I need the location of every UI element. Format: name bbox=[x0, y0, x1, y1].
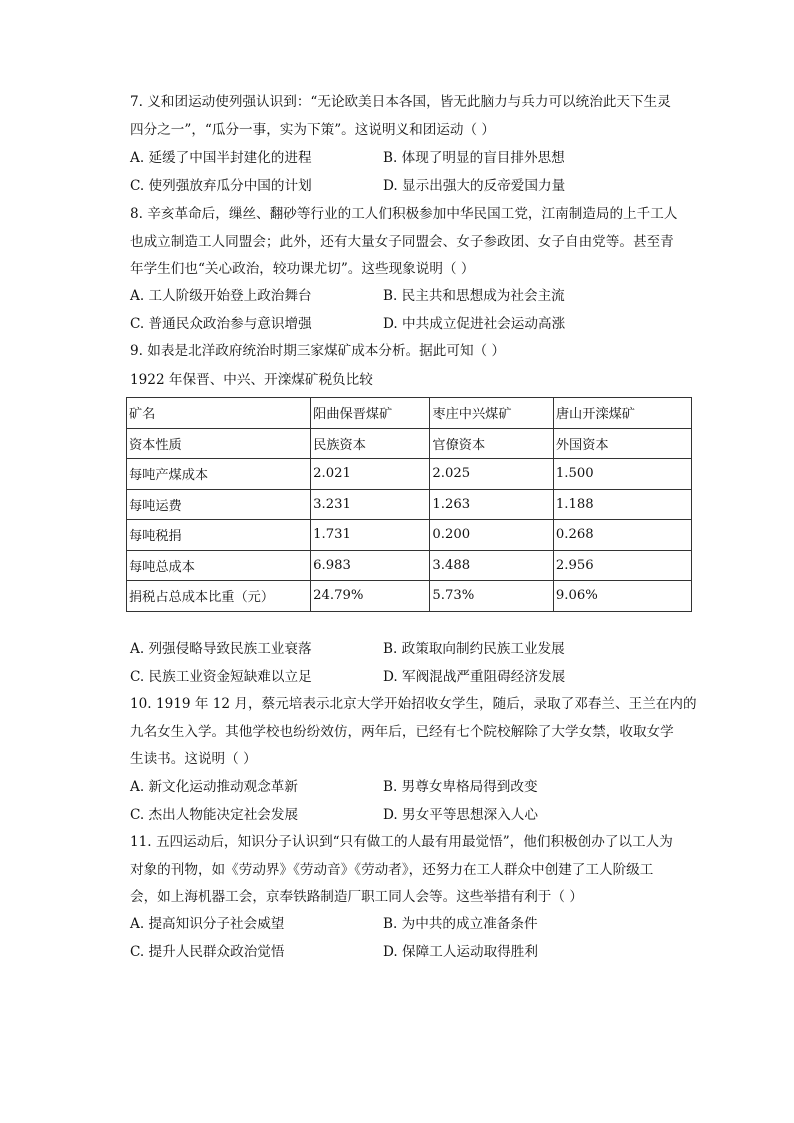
question-7 bbox=[130, 89, 696, 144]
table-cell: 24.79% bbox=[311, 581, 430, 612]
table-cell: 枣庄中兴煤矿 bbox=[430, 398, 553, 429]
question-8-line-3: 年学生们也“关心政治，较功课尤切”。这些现象说明（ ） bbox=[130, 261, 475, 277]
question-10-line-1: 10. 1919 年 12 月，蔡元培表示北京大学开始招收女学生，随后，录取了邓春兰、王兰在内的 bbox=[130, 696, 697, 712]
question-7-line-1: 7. 义和团运动使列强认识到：“无论欧美日本各国，皆无此脑力与兵力可以统治此天下生灵 bbox=[130, 94, 671, 110]
question-7-line-2: 四分之一”，“瓜分一事，实为下策”。这说明义和团运动（ ） bbox=[130, 121, 496, 138]
question-9-option-d[interactable]: D. 军阀混战严重阻碍经济发展 bbox=[383, 668, 566, 685]
question-9-line-1: 9. 如表是北洋政府统治时期三家煤矿成本分析。据此可知（ ） bbox=[130, 343, 506, 359]
question-11-line-3: 会，如上海机器工会，京奉铁路制造厂职工同人会等。这些举措有利于（ ） bbox=[130, 889, 583, 905]
table-row bbox=[127, 581, 692, 612]
question-10-line-2: 九名女生入学。其他学校也纷纷效仿，两年后，已经有七个院校解除了大学女禁，收取女学 bbox=[130, 723, 674, 740]
question-8 bbox=[130, 201, 696, 284]
question-11-option-b[interactable]: B. 为中共的成立准备条件 bbox=[383, 916, 538, 932]
table-cell: 0.200 bbox=[430, 520, 553, 551]
table-row bbox=[127, 428, 692, 459]
table-cell: 1.188 bbox=[553, 489, 691, 520]
question-8-option-b[interactable]: B. 民主共和思想成为社会主流 bbox=[383, 288, 565, 304]
table-cell: 3.488 bbox=[430, 550, 553, 581]
question-11-option-c[interactable]: C. 提升人民群众政治觉悟 bbox=[130, 943, 285, 960]
table-cell: 每吨产煤成本 bbox=[127, 459, 311, 490]
table-cell: 3.231 bbox=[311, 489, 430, 520]
question-9 bbox=[130, 338, 696, 366]
table-cell: 捐税占总成本比重（元） bbox=[127, 581, 311, 612]
table-cell: 9.06% bbox=[553, 581, 691, 612]
table-cell: 每吨税捐 bbox=[127, 520, 311, 551]
table-cell: 2.021 bbox=[311, 459, 430, 490]
table-cell: 6.983 bbox=[311, 550, 430, 581]
question-11-line-2: 对象的刊物，如《劳动界》《劳动音》《劳动者》，还努力在工人群众中创建了工人阶级工 bbox=[130, 861, 654, 878]
question-10-options bbox=[130, 774, 696, 829]
question-9-option-c[interactable]: C. 民族工业资金短缺难以立足 bbox=[130, 668, 312, 685]
question-8-line-1: 8. 辛亥革命后，缫丝、翻砂等行业的工人们积极参加中华民国工党，江南制造局的上千工人 bbox=[130, 206, 678, 222]
question-9-option-b[interactable]: B. 政策取向制约民族工业发展 bbox=[383, 641, 565, 657]
table-cell: 5.73% bbox=[430, 581, 553, 612]
table-cell: 每吨运费 bbox=[127, 489, 311, 520]
table-cell: 1.500 bbox=[553, 459, 691, 490]
coal-mine-cost-table bbox=[126, 397, 692, 612]
table-cell: 每吨总成本 bbox=[127, 550, 311, 581]
table-cell: 0.268 bbox=[553, 520, 691, 551]
table-cell: 矿名 bbox=[127, 398, 311, 429]
question-7-option-d[interactable]: D. 显示出强大的反帝爱国力量 bbox=[383, 177, 566, 194]
question-7-option-b[interactable]: B. 体现了明显的盲目排外思想 bbox=[383, 150, 565, 166]
question-10-option-b[interactable]: B. 男尊女卑格局得到改变 bbox=[383, 779, 538, 795]
table-row bbox=[127, 520, 692, 551]
question-10-line-3: 生读书。这说明（ ） bbox=[130, 751, 257, 767]
question-11-line-1: 11. 五四运动后，知识分子认识到“只有做工的人最有用最觉悟”，他们积极创办了以工人为 bbox=[130, 834, 673, 850]
table-cell: 官僚资本 bbox=[430, 428, 553, 459]
table-cell: 外国资本 bbox=[553, 428, 691, 459]
question-10-option-d[interactable]: D. 男女平等思想深入人心 bbox=[383, 806, 538, 823]
question-7-option-a[interactable]: A. 延缓了中国半封建化的进程 bbox=[130, 150, 312, 166]
question-10-option-a[interactable]: A. 新文化运动推动观念革新 bbox=[130, 779, 298, 795]
question-9-option-a[interactable]: A. 列强侵略导致民族工业衰落 bbox=[130, 641, 312, 657]
table-cell: 阳曲保晋煤矿 bbox=[311, 398, 430, 429]
question-8-option-d[interactable]: D. 中共成立促进社会运动高涨 bbox=[383, 315, 566, 332]
table-cell: 唐山开滦煤矿 bbox=[553, 398, 691, 429]
table-cell: 资本性质 bbox=[127, 428, 311, 459]
question-11-option-a[interactable]: A. 提高知识分子社会威望 bbox=[130, 916, 285, 932]
question-7-options bbox=[130, 145, 696, 200]
question-10 bbox=[130, 691, 696, 774]
question-8-options bbox=[130, 283, 696, 338]
table-cell: 2.956 bbox=[553, 550, 691, 581]
question-10-option-c[interactable]: C. 杰出人物能决定社会发展 bbox=[130, 806, 299, 823]
table-cell: 民族资本 bbox=[311, 428, 430, 459]
question-11-options bbox=[130, 911, 696, 966]
table-row bbox=[127, 489, 692, 520]
table-row bbox=[127, 398, 692, 429]
question-9-options bbox=[130, 636, 696, 691]
question-7-option-c[interactable]: C. 使列强放弃瓜分中国的计划 bbox=[130, 177, 312, 194]
table-caption: 1922 年保晋、中兴、开滦煤矿税负比较 bbox=[130, 372, 373, 388]
table-cell: 2.025 bbox=[430, 459, 553, 490]
question-8-option-c[interactable]: C. 普通民众政治参与意识增强 bbox=[130, 315, 312, 332]
table-row bbox=[127, 550, 692, 581]
question-11 bbox=[130, 829, 696, 912]
table-cell: 1.263 bbox=[430, 489, 553, 520]
question-8-option-a[interactable]: A. 工人阶级开始登上政治舞台 bbox=[130, 288, 312, 304]
table-row bbox=[127, 459, 692, 490]
question-11-option-d[interactable]: D. 保障工人运动取得胜利 bbox=[383, 943, 538, 960]
table-cell: 1.731 bbox=[311, 520, 430, 551]
question-8-line-2: 也成立制造工人同盟会；此外，还有大量女子同盟会、女子参政团、女子自由党等。甚至青 bbox=[130, 233, 674, 250]
